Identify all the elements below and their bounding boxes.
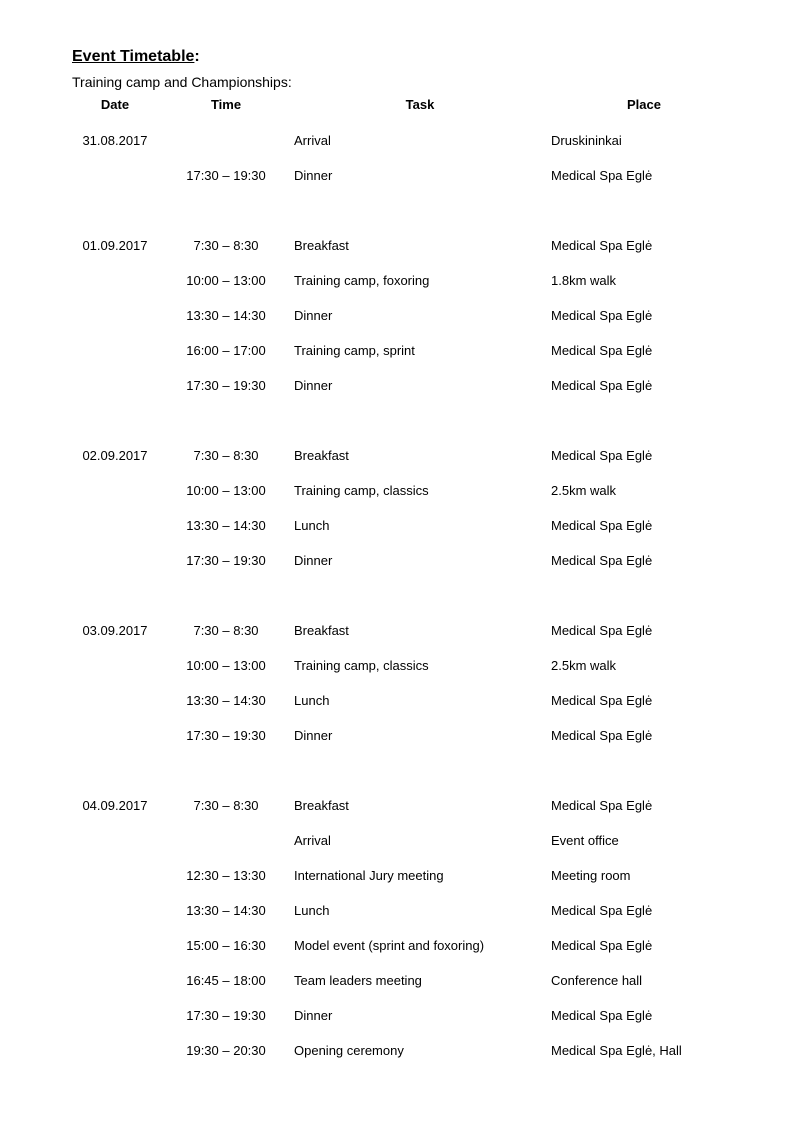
cell-place: Medical Spa Eglė [551, 343, 653, 358]
cell-time: 16:00 – 17:00 [186, 343, 266, 358]
cell-place: Event office [551, 833, 619, 848]
cell-time: 17:30 – 19:30 [186, 728, 266, 743]
cell-time: 17:30 – 19:30 [186, 168, 266, 183]
cell-place: Druskininkai [551, 133, 622, 148]
cell-place: 2.5km walk [551, 658, 617, 673]
cell-place: Medical Spa Eglė [551, 728, 653, 743]
cell-task: Dinner [294, 378, 333, 393]
table-row [0, 900, 794, 935]
cell-time: 12:30 – 13:30 [186, 868, 266, 883]
day-separator [0, 585, 794, 620]
column-header-date: Date [100, 97, 130, 112]
table-row [0, 1005, 794, 1040]
cell-task: Arrival [294, 833, 331, 848]
title-colon: : [194, 48, 200, 65]
cell-task: Training camp, foxoring [294, 273, 430, 288]
cell-time: 19:30 – 20:30 [186, 1043, 266, 1058]
cell-place: 2.5km walk [551, 483, 617, 498]
cell-task: Dinner [294, 168, 333, 183]
cell-place: Medical Spa Eglė [551, 693, 653, 708]
cell-time: 7:30 – 8:30 [193, 238, 259, 253]
cell-task: Opening ceremony [294, 1043, 404, 1058]
table-row [0, 935, 794, 970]
cell-date: 03.09.2017 [82, 623, 148, 638]
cell-time: 7:30 – 8:30 [193, 798, 259, 813]
day-separator [0, 200, 794, 235]
cell-task: Breakfast [294, 798, 349, 813]
table-row [0, 725, 794, 760]
page-subtitle: Training camp and Championships: [72, 74, 292, 90]
cell-task: Dinner [294, 308, 333, 323]
cell-task: Lunch [294, 693, 330, 708]
table-row [0, 830, 794, 865]
cell-date: 01.09.2017 [82, 238, 148, 253]
cell-task: Breakfast [294, 623, 349, 638]
cell-time: 7:30 – 8:30 [193, 623, 259, 638]
table-row [0, 445, 794, 480]
table-row [0, 340, 794, 375]
cell-time: 17:30 – 19:30 [186, 378, 266, 393]
day-separator [0, 410, 794, 445]
cell-task: Training camp, classics [294, 483, 429, 498]
cell-task: Arrival [294, 133, 331, 148]
cell-time: 13:30 – 14:30 [186, 693, 266, 708]
cell-date: 31.08.2017 [82, 133, 148, 148]
title-text: Event Timetable [72, 48, 195, 65]
cell-time: 10:00 – 13:00 [186, 273, 266, 288]
column-header-task: Task [405, 97, 435, 112]
cell-time: 17:30 – 19:30 [186, 1008, 266, 1023]
cell-time: 10:00 – 13:00 [186, 483, 266, 498]
cell-place: Medical Spa Eglė [551, 448, 653, 463]
cell-task: Dinner [294, 1008, 333, 1023]
table-row [0, 620, 794, 655]
table-row [0, 130, 794, 165]
cell-task: Training camp, sprint [294, 343, 415, 358]
table-row [0, 550, 794, 585]
cell-date: 04.09.2017 [82, 798, 148, 813]
table-row [0, 305, 794, 340]
cell-task: Training camp, classics [294, 658, 429, 673]
cell-place: Conference hall [551, 973, 643, 988]
timetable-body [0, 130, 794, 1075]
cell-task: Team leaders meeting [294, 973, 422, 988]
table-row [0, 655, 794, 690]
cell-time: 17:30 – 19:30 [186, 553, 266, 568]
cell-place: Medical Spa Eglė [551, 623, 653, 638]
cell-time: 10:00 – 13:00 [186, 658, 266, 673]
cell-task: Dinner [294, 553, 333, 568]
column-header-place: Place [627, 97, 661, 112]
column-header-time: Time [210, 97, 242, 112]
cell-place: Medical Spa Eglė [551, 378, 653, 393]
cell-task: Model event (sprint and foxoring) [294, 938, 485, 953]
cell-place: Medical Spa Eglė [551, 308, 653, 323]
cell-place: Medical Spa Eglė, Hall [551, 1043, 682, 1058]
cell-place: Meeting room [551, 868, 631, 883]
cell-time: 13:30 – 14:30 [186, 308, 266, 323]
table-row [0, 970, 794, 1005]
table-row [0, 480, 794, 515]
table-row [0, 690, 794, 725]
cell-place: Medical Spa Eglė [551, 168, 653, 183]
table-row [0, 865, 794, 900]
cell-place: Medical Spa Eglė [551, 903, 653, 918]
cell-time: 15:00 – 16:30 [186, 938, 266, 953]
cell-place: 1.8km walk [551, 273, 617, 288]
table-row [0, 235, 794, 270]
cell-date: 02.09.2017 [82, 448, 148, 463]
cell-place: Medical Spa Eglė [551, 238, 653, 253]
cell-task: Dinner [294, 728, 333, 743]
cell-task: Breakfast [294, 238, 349, 253]
table-row [0, 375, 794, 410]
table-row [0, 165, 794, 200]
table-row [0, 270, 794, 305]
cell-task: Lunch [294, 518, 330, 533]
cell-place: Medical Spa Eglė [551, 798, 653, 813]
cell-time: 13:30 – 14:30 [186, 903, 266, 918]
cell-place: Medical Spa Eglė [551, 1008, 653, 1023]
table-row [0, 1040, 794, 1075]
day-separator [0, 760, 794, 795]
cell-time: 16:45 – 18:00 [186, 973, 266, 988]
page-title [72, 48, 200, 66]
cell-place: Medical Spa Eglė [551, 938, 653, 953]
cell-task: Lunch [294, 903, 330, 918]
cell-time: 7:30 – 8:30 [193, 448, 259, 463]
cell-task: Breakfast [294, 448, 349, 463]
cell-task: International Jury meeting [294, 868, 444, 883]
table-row [0, 515, 794, 550]
cell-place: Medical Spa Eglė [551, 518, 653, 533]
cell-time: 13:30 – 14:30 [186, 518, 266, 533]
table-row [0, 795, 794, 830]
cell-place: Medical Spa Eglė [551, 553, 653, 568]
